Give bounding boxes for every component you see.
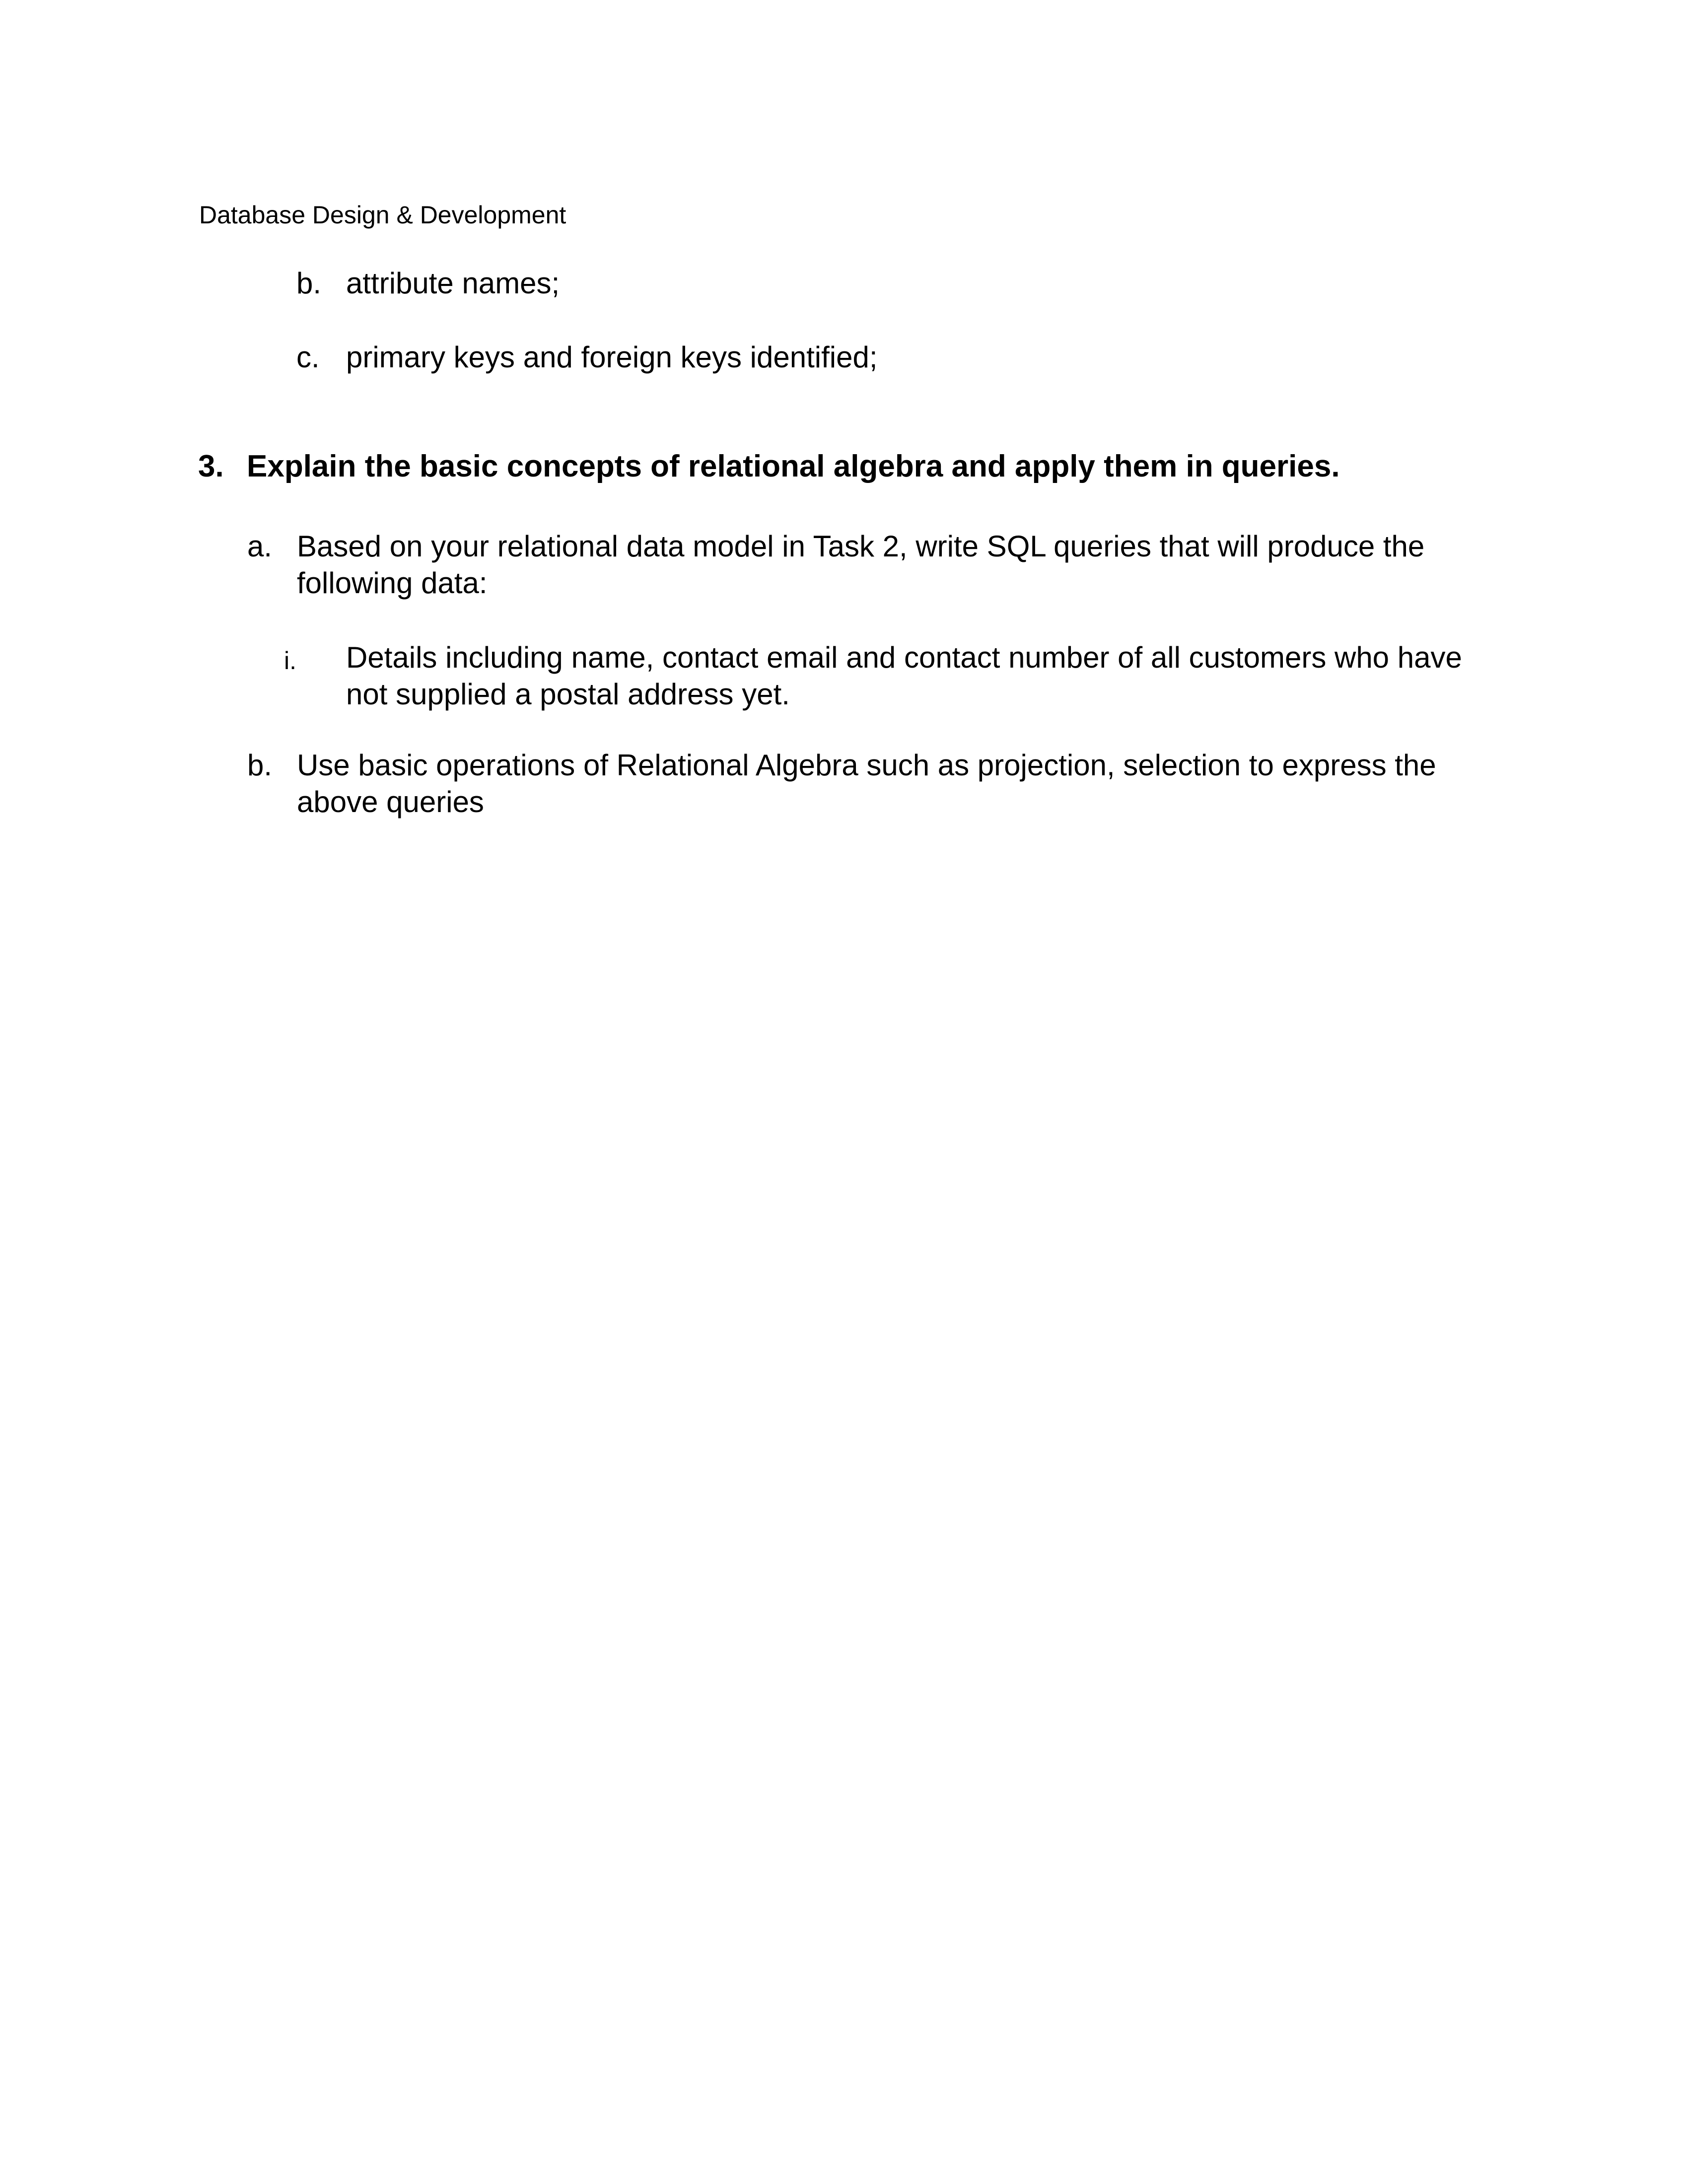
list-item-marker: a. bbox=[247, 530, 273, 563]
section-number: 3. bbox=[198, 449, 224, 483]
list-item bbox=[0, 528, 1688, 603]
list-item bbox=[0, 265, 1688, 302]
list-item-text: Based on your relational data model in Task 2, write SQL queries that will produce the following data: bbox=[297, 530, 1425, 600]
section-title: Explain the basic concepts of relational algebra and apply them in queries. bbox=[247, 449, 1340, 483]
list-item-text: Use basic operations of Relational Algebra such as projection, selection to express the above queries bbox=[297, 749, 1436, 819]
list-item bbox=[0, 639, 1688, 714]
list-item-text: Details including name, contact email and contact number of all customers who have not supplied a postal address yet. bbox=[346, 641, 1462, 711]
list-item bbox=[0, 339, 1688, 376]
list-item-text: attribute names; bbox=[346, 267, 560, 300]
list-item-marker: b. bbox=[296, 267, 322, 300]
list-item-text: primary keys and foreign keys identified; bbox=[346, 341, 878, 374]
list-item-marker: b. bbox=[247, 749, 273, 782]
list-item bbox=[0, 747, 1688, 821]
list-item-marker: i. bbox=[284, 647, 296, 675]
section-heading bbox=[0, 448, 1688, 486]
list-item-marker: c. bbox=[296, 341, 320, 374]
page-header: Database Design & Development bbox=[199, 201, 566, 229]
